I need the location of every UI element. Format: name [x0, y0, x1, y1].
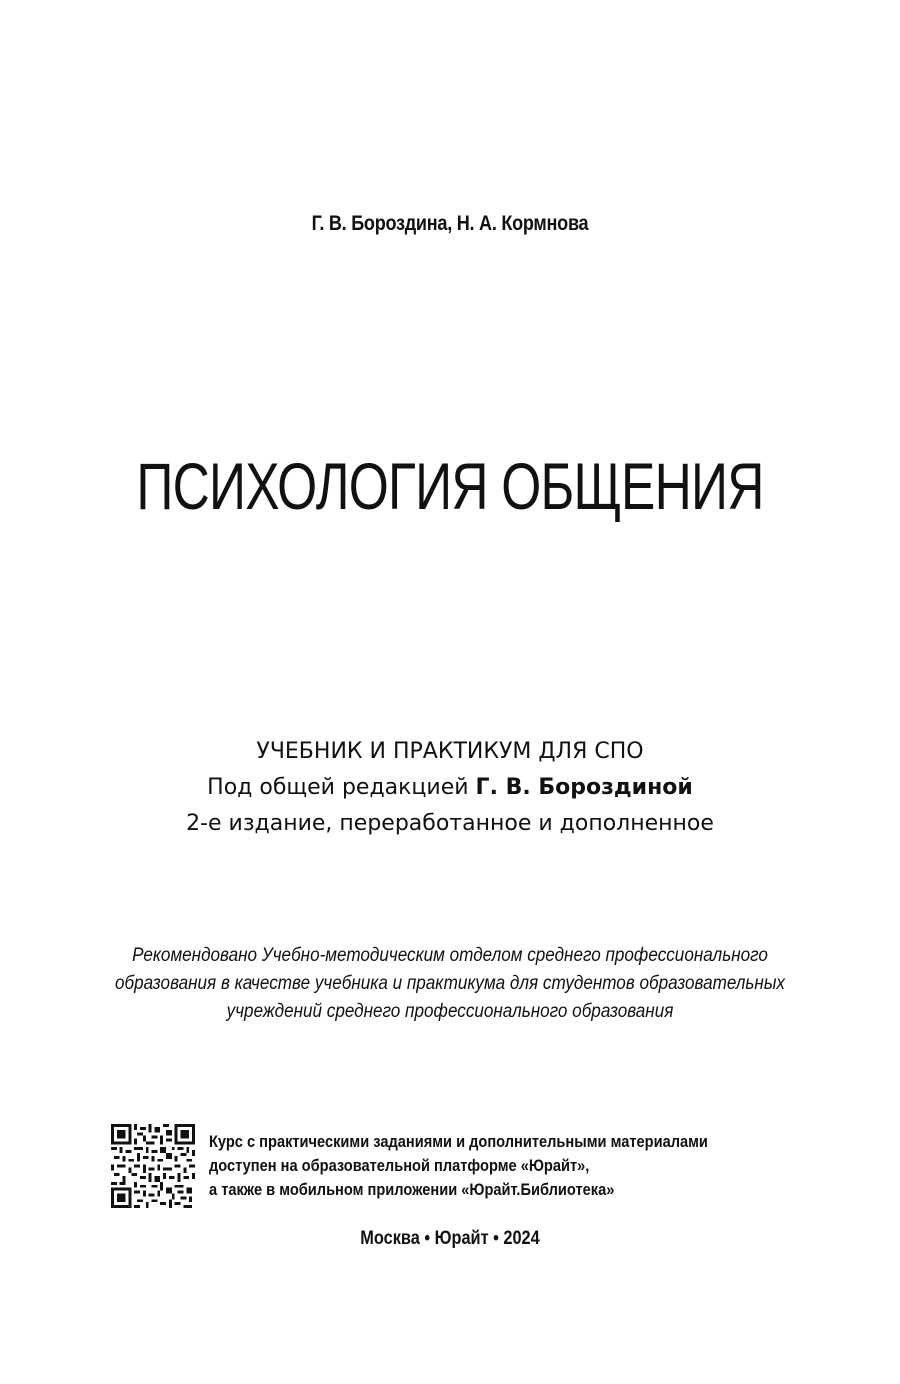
recommendation-line: учреждений среднего профессионального образования	[226, 1001, 674, 1022]
publisher-imprint: Москва • Юрайт • 2024	[360, 1228, 540, 1249]
edition-line: 2-е издание, переработанное и дополненное	[186, 811, 714, 836]
book-authors: Г. В. Бороздина, Н. А. Кормнова	[311, 212, 589, 235]
book-type: УЧЕБНИК И ПРАКТИКУМ ДЛЯ СПО	[256, 739, 644, 764]
subtitle-block	[0, 734, 900, 842]
course-note	[209, 1130, 725, 1202]
recommendation-text	[45, 942, 855, 1026]
qr-code-icon[interactable]	[111, 1124, 195, 1208]
editor-line	[0, 770, 900, 806]
course-note-line: доступен на образовательной платформе «Юрайт»,	[209, 1156, 590, 1175]
course-note-line: а также в мобильном приложении «Юрайт.Библиотека»	[209, 1180, 615, 1199]
editor-name: Г. В. Бороздиной	[475, 775, 693, 800]
book-title: ПСИХОЛОГИЯ ОБЩЕНИЯ	[136, 449, 764, 523]
recommendation-line: Рекомендовано Учебно-методическим отделом среднего профессионального	[132, 945, 768, 966]
recommendation-line: образования в качестве учебника и практикума для студентов образовательных	[115, 973, 785, 994]
course-note-line: Курс с практическими заданиями и дополнительными материалами	[209, 1132, 708, 1151]
editor-prefix: Под общей редакцией	[207, 775, 476, 800]
